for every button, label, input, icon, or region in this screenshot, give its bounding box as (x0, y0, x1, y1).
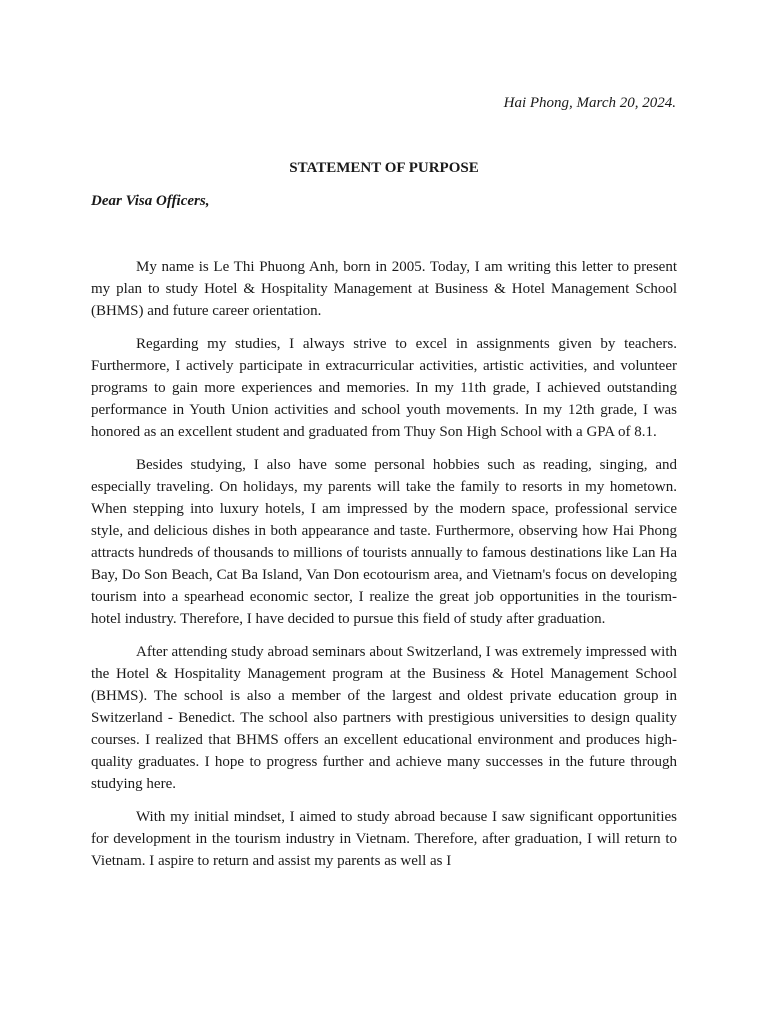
letter-date: Hai Phong, March 20, 2024. (503, 95, 676, 111)
salutation: Dear Visa Officers, (91, 193, 210, 209)
paragraph-hobbies: Besides studying, I also have some personal hobbies such as reading, singing, and especially traveling. On holidays, my parents will take the family to resorts in my hometown. When stepping into luxury hotels, I am impressed by the modern space, professional service style, and delicious dishes in both appearance and taste. Furthermore, observing how Hai Phong attracts hundreds of thousands to millions of tourists annually to famous destinations like Lan Ha Bay, Do Son Beach, Cat Ba Island, Van Don ecotourism area, and Vietnam's focus on developing tourism into a spearhead economic sector, I realize the great job opportunities in the tourism-hotel industry. Therefore, I have decided to pursue this field of study after graduation. (91, 457, 677, 627)
document-title: STATEMENT OF PURPOSE (289, 160, 479, 176)
letter-body (91, 256, 677, 883)
paragraph-school-choice: After attending study abroad seminars about Switzerland, I was extremely impressed with the Hotel & Hospitality Management program at the Business & Hotel Management School (BHMS). The school is also a member of the largest and oldest private education group in Switzerland - Benedict. The school also partners with prestigious universities to design quality courses. I realized that BHMS offers an excellent educational environment and produces high-quality graduates. I hope to progress further and achieve many successes in the future through studying here. (91, 644, 677, 792)
paragraph-future-plans: With my initial mindset, I aimed to study abroad because I saw significant opportunities for development in the tourism industry in Vietnam. Therefore, after graduation, I will return to Vietnam. I aspire to return and assist my parents as well as I (91, 809, 677, 869)
paragraph-introduction: My name is Le Thi Phuong Anh, born in 2005. Today, I am writing this letter to present my plan to study Hotel & Hospitality Management at Business & Hotel Management School (BHMS) and future career orientation. (91, 259, 677, 319)
paragraph-studies: Regarding my studies, I always strive to excel in assignments given by teachers. Furthermore, I actively participate in extracurricular activities, artistic activities, and volunteer programs to gain more experiences and memories. In my 11th grade, I achieved outstanding performance in Youth Union activities and school youth movements. In my 12th grade, I was honored as an excellent student and graduated from Thuy Son High School with a GPA of 8.1. (91, 336, 677, 440)
